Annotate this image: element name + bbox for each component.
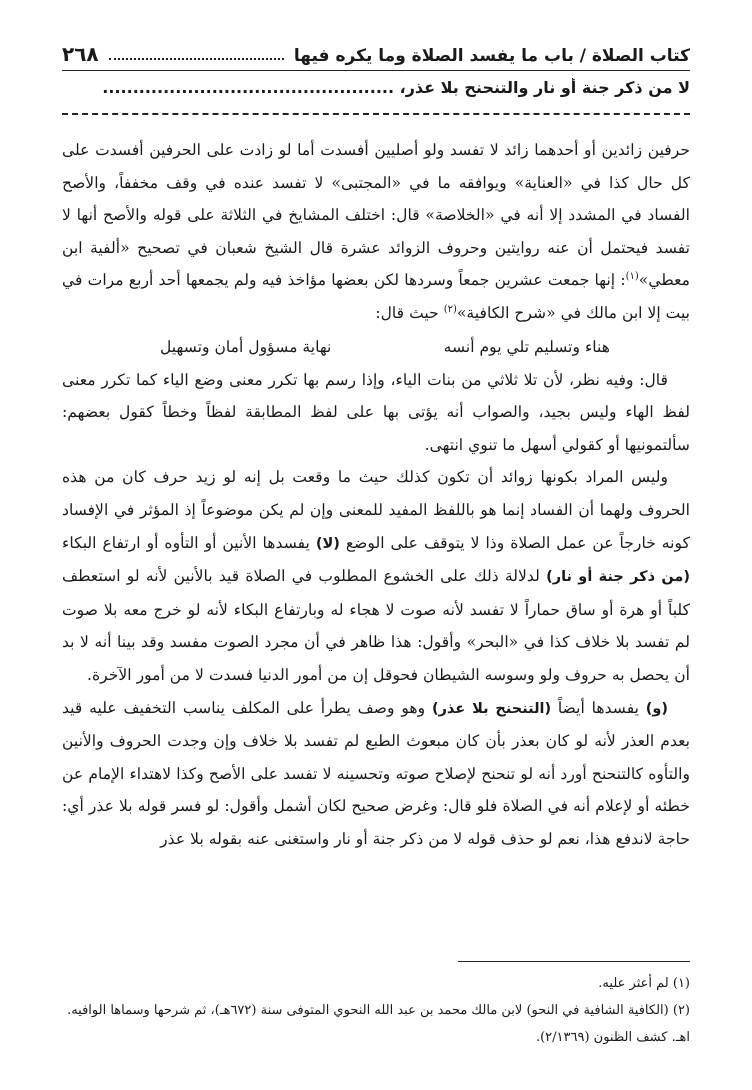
footnote-rule — [458, 961, 690, 962]
footnote-ref-2: (٢) — [443, 303, 457, 315]
footnote-2: (٢) (الكافية الشافية في النحو) لابن مالك محمد بن عبد الله النحوي المتوفى سنة (٦٧٢هـ)، ثم شرحها وسماها الوافيه. اهـ. كشف الظنون (٢/١٣٦٩). — [67, 1003, 690, 1045]
page-number: ٢٦٨ — [62, 42, 99, 66]
paragraph-2: قال: وفيه نظر، لأن تلا ثلاثي من بنات الياء، وإذا رسم بها تكرر معنى وضع الياء كما تكرر معنى لفظ الهاء وليس بجيد، والصواب أنه يؤتى بها على لفظ المطابقة لفظاً وخطاً كقول بعضهم: سألتمونيها أو كقولي أسهل ما تنوي انتهى. — [62, 370, 690, 454]
footnote-ref-1: (١) — [625, 271, 639, 283]
footnote-1: (١) لم أعثر عليه. — [598, 976, 690, 991]
page-header — [62, 32, 690, 66]
paragraph-4: (و) يفسدها أيضاً (التنحنح بلا عذر) وهو وصف يطرأ على المكلف يناسب التخفيف عليه قيد بعدم العذر لأنه لو كان بعذر بأن كان مبعوث الطبع لم تفسد بلا خلاف وإن وجدت الحروف والأنين والتأوه كالتنحنح أورد أنه لو تنحنح لإصلاح صوته وتحسينه لا تفسد على الأصح وكذا لاهتداء الإمام عن خطئه أو لإعلام أنه في الصلاة فلو قال: وغرض صحيح لكان أشمل وأقول: لو فسر قوله بلا عذر أي: حاجة لاندفع هذا، نعم لو حذف قوله لا من ذكر جنة أو نار واستغنى عنه بقوله بلا عذر — [62, 698, 690, 848]
footnotes — [62, 970, 690, 1051]
header-dot-leader — [109, 58, 284, 60]
verse-first-hemistich: هناء وتسليم تلي يوم أنسه — [443, 337, 610, 356]
matn-line — [62, 78, 690, 108]
header-rule — [62, 70, 690, 71]
paragraph-1: حرفين زائدين أو أحدهما زائد لا تفسد ولو أصليين أفسدت أما لو زادت على الحرفين أفسدت على كل حال كذا في «العناية» ويوافقه ما في «المجتبى» لا تفسد عنده في وقف مخففاً، والأصح الفساد في المشدد إلا أنه في «الخلاصة» قال: اختلف المشايخ في الثلاثة على قوله والأصح أنها لا تفسد فيحتمل أن عنه روايتين وحروف الزوائد عشرة قال الشيخ شعبان في تصحيح «ألفية ابن معطي»$^{(١)}$: إنها جمعت عشرين جمعاً وسردها لكن بعضها مؤاخذ فيه ولم يجمعها أحد أربع مرات في بيت إلا ابن مالك في «شرح الكافية»$^{(٢)}$ حيث قال: — [62, 141, 690, 322]
running-title: كتاب الصلاة / باب ما يفسد الصلاة وما يكره فيها — [293, 46, 690, 66]
verse-second-hemistich: نهاية مسؤول أمان وتسهيل — [160, 337, 332, 356]
dashed-separator — [62, 113, 690, 115]
matn-highlight: (من ذكر جنة أو نار) — [546, 569, 690, 586]
matn-highlight: (لا) — [315, 535, 340, 552]
paragraph-3: وليس المراد بكونها زوائد أن تكون كذلك حيث ما وقعت بل إنه لو زيد حرف كان من هذه الحروف ولهما أن الفساد إنما هو باللفظ المفيد للمعنى وإن لم يكن موضوعاً إذ المؤثر في الإفساد كونه خارجاً عن عمل الصلاة وذا لا يتوقف على الوضع (لا) يفسدها الأنين أو التأوه أو ارتفاع البكاء (من ذكر جنة أو نار) لدلالة ذلك على الخشوع المطلوب في الصلاة قيد بالأنين لأنه لو استعطف كلباً أو هرة أو ساق حماراً لا تفسد لأنه صوت لا هجاء له وبارتفاع البكاء لأنه لو خرج معه بلا صوت لم تفسد بلا خلاف كذا في «البحر» وأقول: هذا ظاهر في أن مجرد الصوت مفسد وقد بينا أنه لا بد أن يحصل به حروف ولو وسوسه الشيطان فحوقل إن من أمور الدنيا فسدت لا من أمور الآخرة. — [62, 468, 690, 684]
body-text — [62, 134, 690, 855]
poetry-verse — [62, 330, 690, 364]
matn-highlight: (و) — [645, 700, 668, 717]
matn-text: لا من ذكر جنة أو نار والتنحنح بلا عذر، — [394, 78, 690, 97]
matn-dots: ................................................ — [102, 78, 395, 97]
matn-highlight: (التنحنح بلا عذر) — [431, 700, 552, 717]
